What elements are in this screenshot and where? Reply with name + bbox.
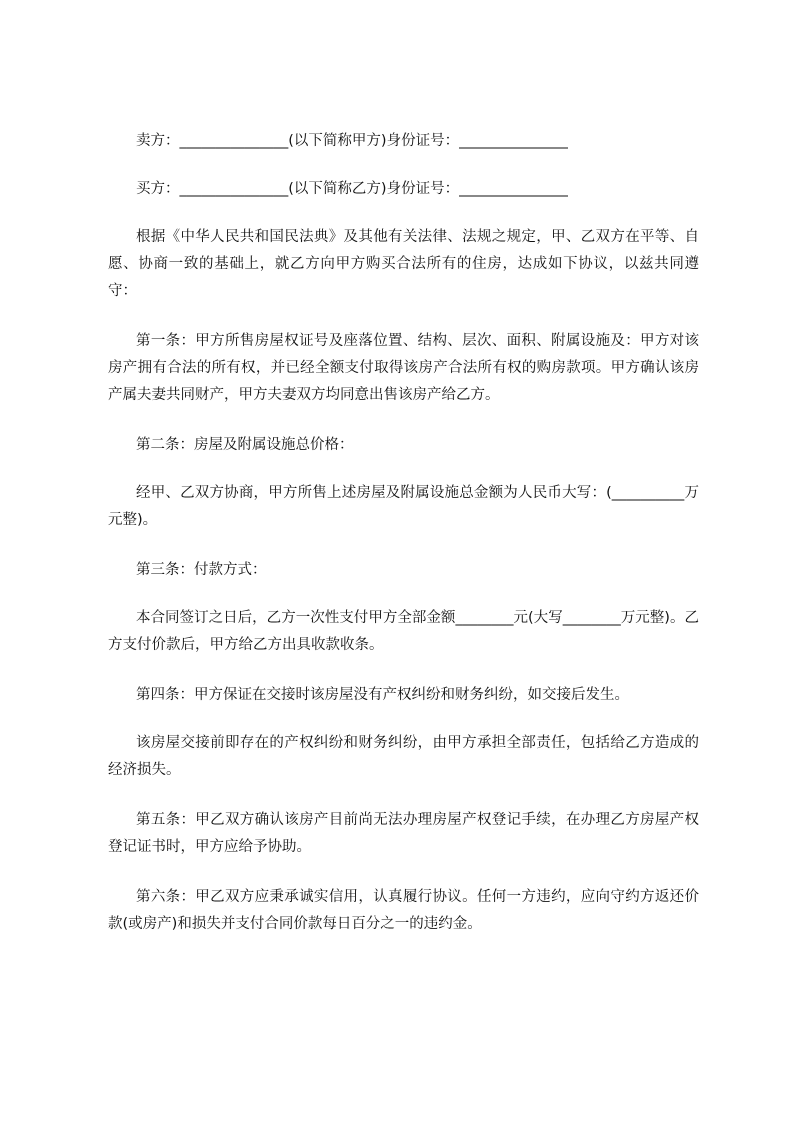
article-2-heading: 第二条：房屋及附属设施总价格： — [136, 437, 354, 453]
article-5-paragraph: 第五条：甲乙双方确认该房产目前尚无法办理房屋产权登记手续，在办理乙方房屋产权登记证书时，甲方应给予协助。 — [108, 812, 699, 855]
article-6-paragraph: 第六条：甲乙双方应秉承诚实信用，认真履行协议。任何一方违约，应向守约方返还价款(或房产)和损失并支付合同价款每日百分之一的违约金。 — [108, 889, 699, 932]
preamble-paragraph: 根据《中华人民共和国民法典》及其他有关法律、法规之规定，甲、乙双方在平等、自愿、协商一致的基础上，就乙方向甲方购买合法所有的住房，达成如下协议，以兹共同遵守： — [108, 229, 699, 299]
article-2-paragraph: 经甲、乙双方协商，甲方所售上述房屋及附属设施总金额为人民币大写：(__________万元整)。 — [108, 485, 699, 528]
article-3-heading: 第三条：付款方式： — [136, 562, 267, 578]
article-1-paragraph: 第一条：甲方所售房屋权证号及座落位置、结构、层次、面积、附属设施及：甲方对该房产拥有合法的所有权，并已经全额支付取得该房产合法所有权的购房款项。甲方确认该房产属夫妻共同财产，甲方夫妻双方均同意出售该房产给乙方。 — [108, 333, 699, 403]
article-3-paragraph: 本合同签订之日后，乙方一次性支付甲方全部金额________元(大写________万元整)。乙方支付价款后，甲方给乙方出具收款收条。 — [108, 610, 699, 653]
seller-line: 卖方：_______________(以下简称甲方)身份证号：_______________ — [136, 133, 568, 149]
buyer-line: 买方：_______________(以下简称乙方)身份证号：_______________ — [136, 181, 568, 197]
article-4-paragraph: 第四条：甲方保证在交接时该房屋没有产权纠纷和财务纠纷，如交接后发生。 — [136, 687, 629, 703]
article-4-liability-paragraph: 该房屋交接前即存在的产权纠纷和财务纠纷，由甲方承担全部责任，包括给乙方造成的经济损失。 — [108, 735, 699, 778]
